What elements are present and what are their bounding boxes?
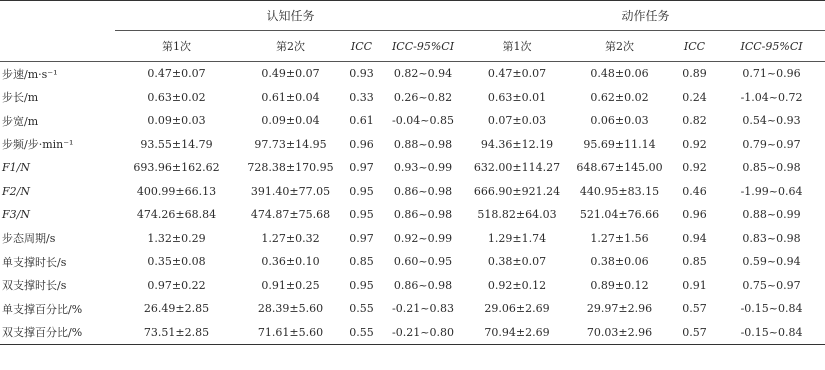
motor-trial1-cell: 0.63±0.01 [487,90,547,104]
table-row [0,86,825,110]
motor-trial2-cell: 521.04±76.66 [579,208,660,222]
cognitive-trial1-cell: 474.26±68.84 [136,208,217,222]
cognitive-trial2-cell: 0.36±0.10 [261,255,320,269]
cognitive-trial1-cell: 1.32±0.29 [147,231,206,245]
cognitive-ci-cell: 0.86~0.98 [393,208,453,222]
cognitive-icc-cell: 0.93 [343,62,380,86]
cognitive-icc-cell: 0.95 [349,208,374,222]
motor-trial2-cell: 0.48±0.06 [568,62,671,86]
table-row [0,274,825,298]
row-label: 双支撑百分比/% [2,326,83,340]
motor-icc-cell: 0.24 [682,90,707,104]
cognitive-ci-cell: -0.21~0.83 [392,302,454,316]
motor-ci-cell: 0.83~0.98 [742,231,801,245]
motor-ci-cell: 0.88~0.99 [742,208,801,222]
cognitive-ci-cell: 0.86~0.98 [393,278,453,292]
cognitive-icc-cell: 0.55 [349,302,374,316]
row-label: 步宽/m [2,114,39,128]
table-body [0,62,825,345]
group-header-row [0,1,825,31]
motor-ci-cell: 0.79~0.97 [742,137,801,151]
group-motor-task: 动作任务 [621,9,670,23]
cognitive-icc-cell: 0.61 [349,114,374,128]
table-row [0,203,825,227]
motor-trial1-cell: 518.82±64.03 [477,208,557,222]
cognitive-ci-cell: 0.92~0.99 [393,231,453,245]
motor-trial2-cell: 440.95±83.15 [579,184,660,198]
cognitive-ci-cell: 0.26~0.82 [393,90,453,104]
motor-ci-cell: -1.04~0.72 [740,90,803,104]
motor-icc-cell: 0.57 [682,325,707,339]
motor-icc-cell: 0.96 [682,208,707,222]
col-cognitive-trial2: 第2次 [238,31,343,62]
motor-trial1-cell: 632.00±114.27 [473,161,561,175]
motor-icc-cell: 0.85 [682,255,707,269]
cognitive-trial2-cell: 0.49±0.07 [238,62,343,86]
column-header-row [0,31,825,62]
cognitive-trial1-cell: 400.99±66.13 [136,184,217,198]
cognitive-ci-cell: 0.93~0.99 [393,161,453,175]
cognitive-trial1-cell: 26.49±2.85 [143,302,210,316]
row-label: 双支撑时长/s [2,279,67,293]
col-motor-trial2: 第2次 [568,31,671,62]
table-row [0,133,825,157]
cognitive-trial2-cell: 391.40±77.05 [250,184,331,198]
table-row [0,180,825,204]
motor-trial2-cell: 0.62±0.02 [590,90,649,104]
corner-cell [0,1,115,31]
motor-ci-cell: 0.85~0.98 [742,161,801,175]
motor-ci-cell: 0.75~0.97 [742,278,801,292]
cognitive-icc-cell: 0.95 [349,184,374,198]
cognitive-icc-cell: 0.85 [349,255,374,269]
col-motor-icc: ICC [671,31,718,62]
motor-trial1-cell: 94.36±12.19 [480,137,554,151]
cognitive-ci-cell: 0.86~0.98 [393,184,453,198]
cognitive-trial2-cell: 0.91±0.25 [261,278,320,292]
motor-ci-cell: -1.99~0.64 [740,184,803,198]
cognitive-icc-cell: 0.33 [349,90,374,104]
cognitive-trial2-cell: 71.61±5.60 [257,325,324,339]
motor-trial1-cell: 70.94±2.69 [484,325,550,339]
col-cognitive-icc: ICC [343,31,380,62]
cognitive-trial2-cell: 0.61±0.04 [261,90,320,104]
motor-icc-cell: 0.92 [682,161,707,175]
motor-trial1-cell: 29.06±2.69 [484,302,550,316]
cognitive-icc-cell: 0.97 [349,231,374,245]
col-cognitive-ci: ICC-95%CI [380,31,466,62]
table-row [0,156,825,180]
cognitive-ci-cell: 0.82~0.94 [380,62,466,86]
motor-ci-cell: 0.54~0.93 [742,114,801,128]
row-label: F2/N [2,184,30,198]
cognitive-trial1-cell: 0.35±0.08 [147,255,206,269]
cognitive-icc-cell: 0.97 [349,161,374,175]
motor-icc-cell: 0.82 [682,114,707,128]
cognitive-trial1-cell: 0.97±0.22 [147,278,206,292]
cognitive-trial2-cell: 28.39±5.60 [257,302,324,316]
motor-trial1-cell: 1.29±1.74 [487,231,547,245]
row-label: 单支撑时长/s [2,255,67,269]
motor-ci-cell: -0.15~0.84 [740,302,803,316]
cognitive-trial1-cell: 0.47±0.07 [115,62,238,86]
cognitive-trial1-cell: 93.55±14.79 [140,137,213,151]
cognitive-ci-cell: 0.60~0.95 [393,255,453,269]
cognitive-trial2-cell: 97.73±14.95 [254,137,327,151]
cognitive-trial1-cell: 0.63±0.02 [147,90,206,104]
motor-trial1-cell: 666.90±921.24 [473,184,561,198]
col-motor-trial1: 第1次 [466,31,568,62]
motor-icc-cell: 0.89 [671,62,718,86]
row-label: 步频/步·min⁻¹ [2,138,74,152]
cognitive-ci-cell: 0.88~0.98 [393,137,453,151]
cognitive-trial2-cell: 728.38±170.95 [247,161,334,175]
motor-trial2-cell: 29.97±2.96 [586,302,653,316]
motor-ci-cell: 0.59~0.94 [742,255,801,269]
group-cognitive-task: 认知任务 [266,9,315,23]
row-label: F1/N [2,161,30,175]
row-label: F3/N [2,208,30,222]
cognitive-ci-cell: -0.21~0.80 [392,325,454,339]
table-row [0,109,825,133]
motor-ci-cell: 0.71~0.96 [718,62,825,86]
motor-ci-cell: -0.15~0.84 [740,325,803,339]
cognitive-trial1-cell: 0.09±0.03 [147,114,206,128]
table-row [0,62,825,86]
motor-icc-cell: 0.91 [682,278,707,292]
motor-trial2-cell: 70.03±2.96 [586,325,653,339]
row-label: 步长/m [2,91,39,105]
cognitive-ci-cell: -0.04~0.85 [392,114,454,128]
motor-trial1-cell: 0.92±0.12 [487,278,547,292]
motor-trial1-cell: 0.47±0.07 [466,62,568,86]
cognitive-trial1-cell: 693.96±162.62 [133,161,220,175]
motor-icc-cell: 0.57 [682,302,707,316]
table-row [0,321,825,345]
col-cognitive-trial1: 第1次 [115,31,238,62]
motor-trial2-cell: 1.27±1.56 [590,231,649,245]
corner-cell-2 [0,31,115,62]
cognitive-trial2-cell: 0.09±0.04 [261,114,320,128]
motor-trial2-cell: 0.89±0.12 [590,278,649,292]
motor-icc-cell: 0.92 [682,137,707,151]
cognitive-icc-cell: 0.95 [349,278,374,292]
motor-trial2-cell: 0.06±0.03 [590,114,649,128]
cognitive-trial2-cell: 474.87±75.68 [250,208,331,222]
motor-trial1-cell: 0.38±0.07 [487,255,547,269]
motor-trial2-cell: 95.69±11.14 [583,137,656,151]
row-label: 步态周期/s [2,232,56,246]
table-row [0,250,825,274]
motor-trial1-cell: 0.07±0.03 [487,114,547,128]
table-row [0,227,825,251]
motor-trial2-cell: 0.38±0.06 [590,255,649,269]
row-label: 步速/m·s⁻¹ [0,62,115,86]
cognitive-trial1-cell: 73.51±2.85 [143,325,210,339]
cognitive-icc-cell: 0.96 [349,137,374,151]
motor-icc-cell: 0.46 [682,184,707,198]
cognitive-trial2-cell: 1.27±0.32 [261,231,320,245]
cognitive-icc-cell: 0.55 [349,325,374,339]
motor-icc-cell: 0.94 [682,231,707,245]
motor-trial2-cell: 648.67±145.00 [576,161,663,175]
row-label: 单支撑百分比/% [2,302,83,316]
col-motor-ci: ICC-95%CI [718,31,825,62]
table-row [0,297,825,321]
